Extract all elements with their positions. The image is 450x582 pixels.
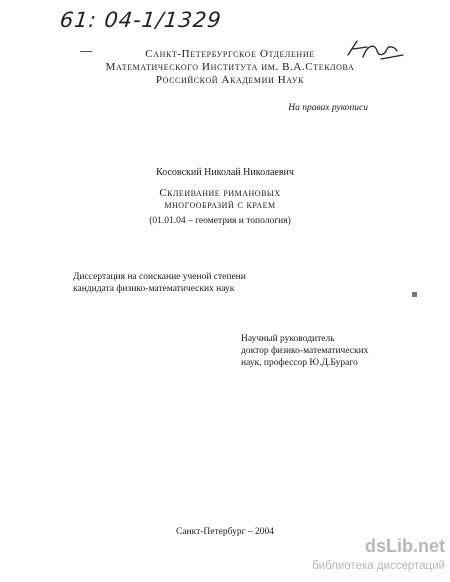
dissertation-title — [90, 187, 350, 211]
title-line-1: Склеивание римановых — [159, 187, 281, 199]
organization-line-1: Санкт-Петербургское Отделение — [145, 48, 315, 60]
specialty-code: (01.01.04 – геометрия и топология) — [149, 216, 291, 226]
organization-line-3: Российской Академии Наук — [155, 74, 305, 86]
author-name: Косовский Николай Николаевич — [156, 167, 294, 178]
degree-line-2: кандидата физико-математических наук — [73, 284, 235, 294]
supervisor-line-2: доктор физико-математических — [241, 346, 369, 356]
watermark-logo: dsLib.net — [365, 536, 445, 556]
degree-statement — [73, 271, 273, 295]
margin-mark — [412, 292, 417, 297]
organization-header — [80, 48, 380, 87]
supervisor-line-1: Научный руководитель — [241, 334, 335, 344]
manuscript-note: На правах рукописи — [288, 103, 368, 113]
degree-line-1: Диссертация на соискание ученой степени — [73, 272, 246, 282]
supervisor-line-3: наук, профессор Ю.Д.Бураго — [241, 358, 358, 368]
organization-line-2: Математического Института им. В.А.Стеклова — [105, 61, 355, 73]
title-line-2: многообразий с краем — [164, 199, 276, 211]
archive-stamp-number: 61: 04-1/1329 — [58, 8, 223, 32]
supervisor-block — [241, 333, 381, 369]
city-year: Санкт-Петербург – 2004 — [175, 527, 274, 537]
watermark-subtitle: библиотека диссертаций — [312, 560, 445, 572]
